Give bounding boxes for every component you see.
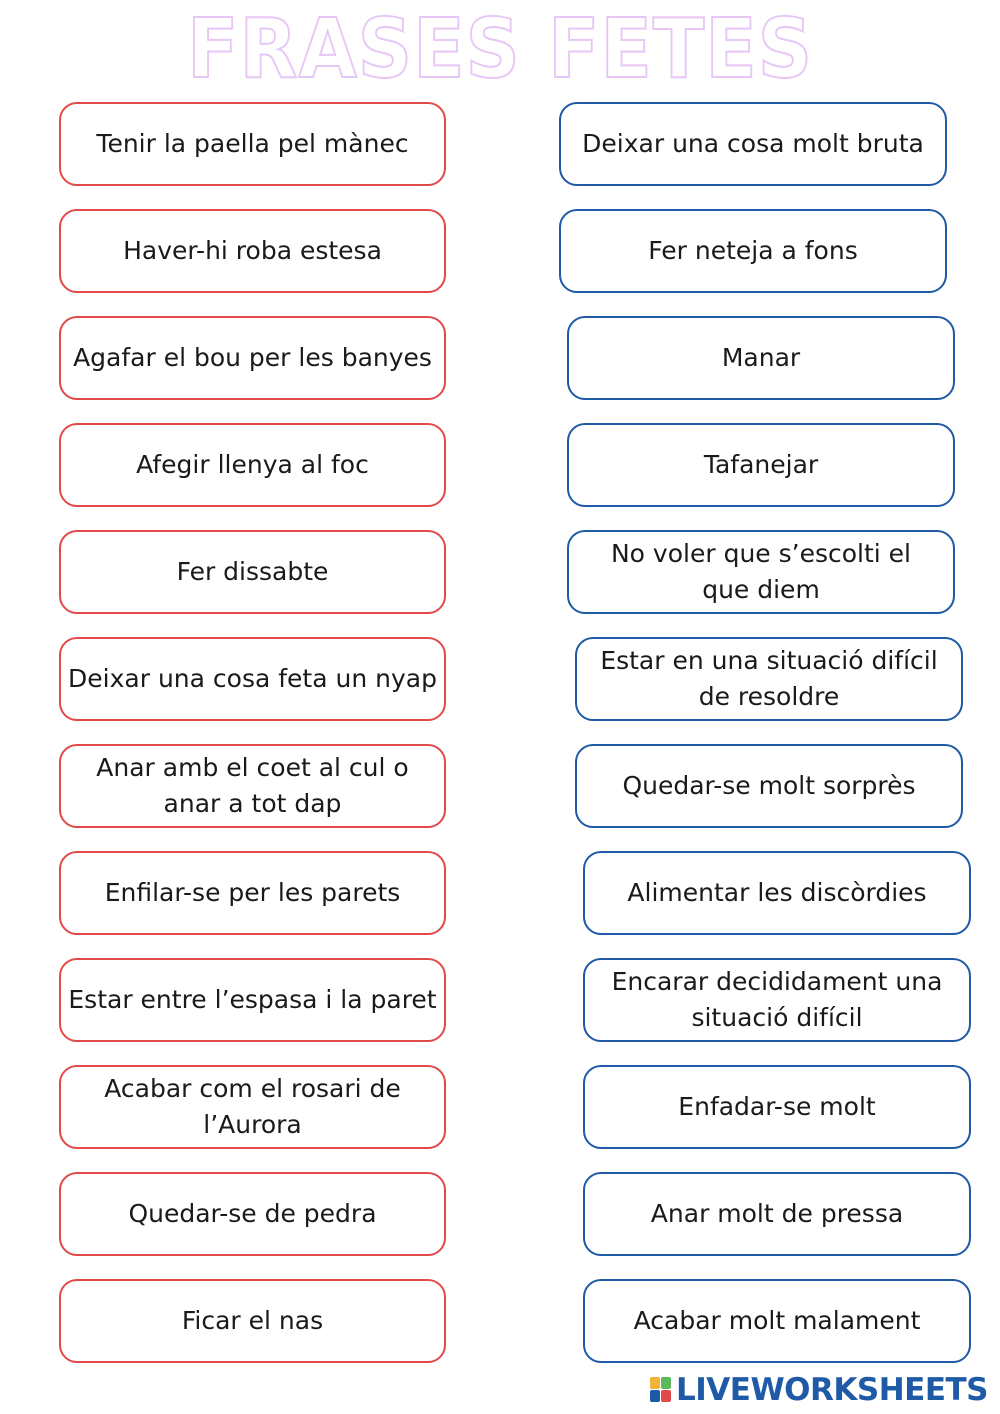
meaning-card-right[interactable] (583, 851, 971, 935)
phrase-text: Fer dissabte (176, 557, 329, 586)
meaning-text: Enfadar-se molt (678, 1092, 876, 1121)
meaning-card-right[interactable] (567, 316, 955, 400)
phrase-card-left[interactable] (59, 209, 446, 293)
meaning-card-right[interactable] (583, 1279, 971, 1363)
meaning-card-right[interactable] (567, 530, 955, 614)
phrase-card-left[interactable] (59, 423, 446, 507)
phrase-card-left[interactable] (59, 744, 446, 828)
meaning-text: Fer neteja a fons (648, 236, 858, 265)
meaning-text: No voler que s’escolti el que diem (610, 539, 911, 604)
phrase-text: Acabar com el rosari de l’Aurora (104, 1074, 401, 1139)
meaning-card-right[interactable] (559, 209, 947, 293)
phrase-text: Agafar el bou per les banyes (73, 343, 432, 372)
phrase-card-left[interactable] (59, 102, 446, 186)
meaning-card-right[interactable] (559, 102, 947, 186)
meaning-card-right[interactable] (583, 1065, 971, 1149)
meaning-text: Manar (721, 343, 801, 372)
meaning-text: Tafanejar (703, 450, 819, 479)
meaning-card-right[interactable] (575, 744, 963, 828)
phrase-text: Tenir la paella pel mànec (96, 129, 409, 158)
meaning-card-right[interactable] (583, 958, 971, 1042)
meaning-text: Encarar decididament una situació difícil (611, 967, 943, 1032)
meaning-card-right[interactable] (575, 637, 963, 721)
phrase-text: Haver-hi roba estesa (123, 236, 382, 265)
meaning-text: Acabar molt malament (633, 1306, 921, 1335)
meaning-text: Deixar una cosa molt bruta (582, 129, 924, 158)
page-title: FRASES FETES (187, 2, 813, 97)
phrase-text: Estar entre l’espasa i la paret (68, 985, 437, 1014)
meaning-text: Estar en una situació difícil de resoldre (600, 646, 938, 711)
phrase-text: Ficar el nas (181, 1306, 324, 1335)
phrase-card-left[interactable] (59, 1279, 446, 1363)
meaning-text: Alimentar les discòrdies (627, 878, 927, 907)
phrase-text: Quedar-se de pedra (128, 1199, 377, 1228)
meaning-text: Anar molt de pressa (650, 1199, 904, 1228)
meaning-text: Quedar-se molt sorprès (622, 771, 916, 800)
phrase-text: Afegir llenya al foc (136, 450, 369, 479)
meaning-card-right[interactable] (583, 1172, 971, 1256)
phrase-text: Enfilar-se per les parets (104, 878, 401, 907)
phrase-card-left[interactable] (59, 958, 446, 1042)
liveworksheets-logo (650, 1370, 988, 1410)
liveworksheets-logo-icon (650, 1377, 672, 1403)
meaning-card-right[interactable] (567, 423, 955, 507)
logo-text: LIVEWORKSHEETS (676, 1372, 988, 1408)
phrase-text: Deixar una cosa feta un nyap (68, 664, 437, 693)
phrase-card-left[interactable] (59, 316, 446, 400)
phrase-card-left[interactable] (59, 1172, 446, 1256)
phrase-card-left[interactable] (59, 851, 446, 935)
phrase-card-left[interactable] (59, 637, 446, 721)
phrase-card-left[interactable] (59, 1065, 446, 1149)
phrase-text: Anar amb el coet al cul o anar a tot dap (96, 753, 409, 818)
phrase-card-left[interactable] (59, 530, 446, 614)
